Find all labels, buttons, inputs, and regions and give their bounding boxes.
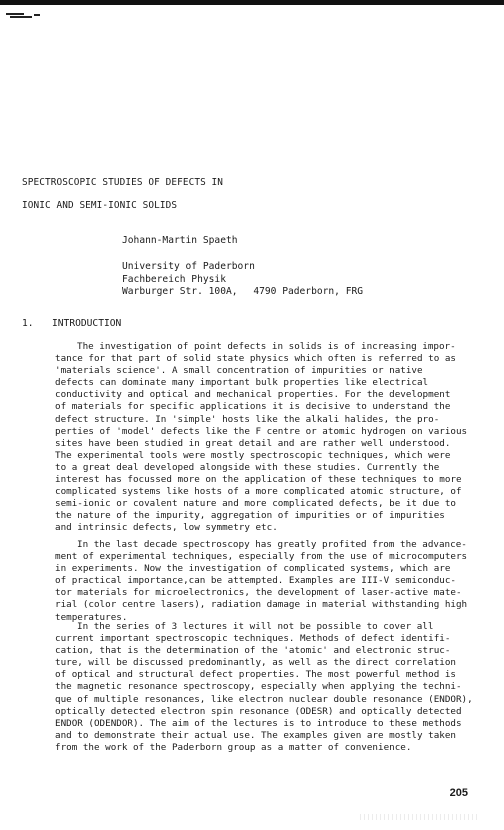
text-line: rial (color centre lasers), radiation damage in material withstanding high — [55, 599, 468, 611]
scan-noise — [360, 814, 480, 820]
text-line: semi-ionic or covalent nature and more complicated defects, be it due to — [55, 498, 456, 510]
text-line: In the series of 3 lectures it will not be possible to cover all — [77, 621, 434, 632]
text-line: tor materials for microelectronics, the development of laser-active mate- — [55, 587, 462, 599]
text-line: of optical and structural defect properties. The most powerful method is — [55, 669, 456, 681]
text-line: from the work of the Paderborn group as a matter of convenience. — [55, 741, 412, 753]
paragraph-2 — [55, 539, 473, 624]
paragraph-3 — [55, 621, 473, 754]
text-line: and to demonstrate their actual use. The examples given are mostly taken — [55, 729, 456, 741]
section-title: INTRODUCTION — [52, 318, 122, 329]
text-line: optically detected electron spin resonance (ODESR) and optically detected — [55, 705, 462, 717]
text-line: que of multiple resonances, like electron nuclear double resonance (ENDOR), — [55, 693, 473, 705]
text-line: in experiments. Now the investigation of complicated systems, which are — [55, 563, 451, 575]
text-line: the nature of the impurity, aggregation of impurities or of impurities — [55, 510, 445, 522]
section-number: 1. — [22, 318, 34, 329]
scan-corner-mark — [6, 12, 44, 19]
text-line: current important spectroscopic techniques. Methods of defect identifi- — [55, 633, 451, 645]
affiliation-department: Fachbereich Physik — [122, 273, 226, 285]
paragraph-1 — [55, 341, 473, 535]
text-line: defects can dominate many important bulk properties like electrical — [55, 377, 429, 389]
text-line: the magnetic resonance spectroscopy, especially when applying the techni- — [55, 681, 462, 693]
section-heading — [22, 318, 121, 329]
text-line: to a great deal developed alongside with these studies. Currently the — [55, 461, 440, 473]
text-line: perties of 'model' defects like the F centre or atomic hydrogen on various — [55, 425, 468, 437]
text-line: defect structure. In 'simple' hosts like the alkali halides, the pro- — [55, 413, 440, 425]
paper-title-line-2: IONIC AND SEMI-IONIC SOLIDS — [22, 200, 178, 211]
text-line: The investigation of point defects in solids is of increasing impor- — [77, 341, 456, 352]
scan-edge-bar — [0, 0, 504, 5]
affiliation-university: University of Paderborn — [122, 261, 255, 272]
text-line: complicated systems like hosts of a more complicated atomic structure, of — [55, 486, 462, 498]
text-line: The experimental tools were mostly spectroscopic techniques, which were — [55, 449, 451, 461]
text-line: sites have been studied in great detail and are rather well understood. — [55, 437, 451, 449]
affiliation-city: 4790 Paderborn, FRG — [253, 286, 364, 297]
paper-title-line-1: SPECTROSCOPIC STUDIES OF DEFECTS IN — [22, 177, 224, 188]
text-line: 'materials science'. A small concentration of impurities or native — [55, 365, 423, 377]
text-line: temperatures. — [55, 611, 128, 623]
text-line: In the last decade spectroscopy has greatly profited from the advance- — [77, 539, 467, 550]
text-line: cation, that is the determination of the 'atomic' and electronic struc- — [55, 645, 451, 657]
affiliation-address — [122, 286, 363, 299]
text-line: ture, will be discussed predominantly, as well as the direct correlation — [55, 657, 456, 669]
text-line: of practical importance,can be attempted. Examples are III-V semiconduc- — [55, 575, 456, 587]
text-line: ment of experimental techniques, especially from the use of microcomputers — [55, 551, 468, 563]
affiliation-street: Warburger Str. 100A, — [122, 286, 238, 297]
page-number: 205 — [449, 787, 468, 799]
text-line: conductivity and optical and mechanical properties. For the development — [55, 389, 451, 401]
author-affiliation — [122, 261, 363, 299]
author-name: Johann-Martin Spaeth — [122, 235, 238, 246]
text-line: ENDOR (ODENDOR). The aim of the lectures is to introduce to these methods — [55, 717, 462, 729]
text-line: of materials for specific applications it is decisive to understand the — [55, 401, 451, 413]
text-line: and intrinsic defects, low symmetry etc. — [55, 522, 278, 534]
text-line: interest has focussed more on the application of these techniques to more — [55, 474, 462, 486]
text-line: tance for that part of solid state physics which often is referred to as — [55, 353, 456, 365]
